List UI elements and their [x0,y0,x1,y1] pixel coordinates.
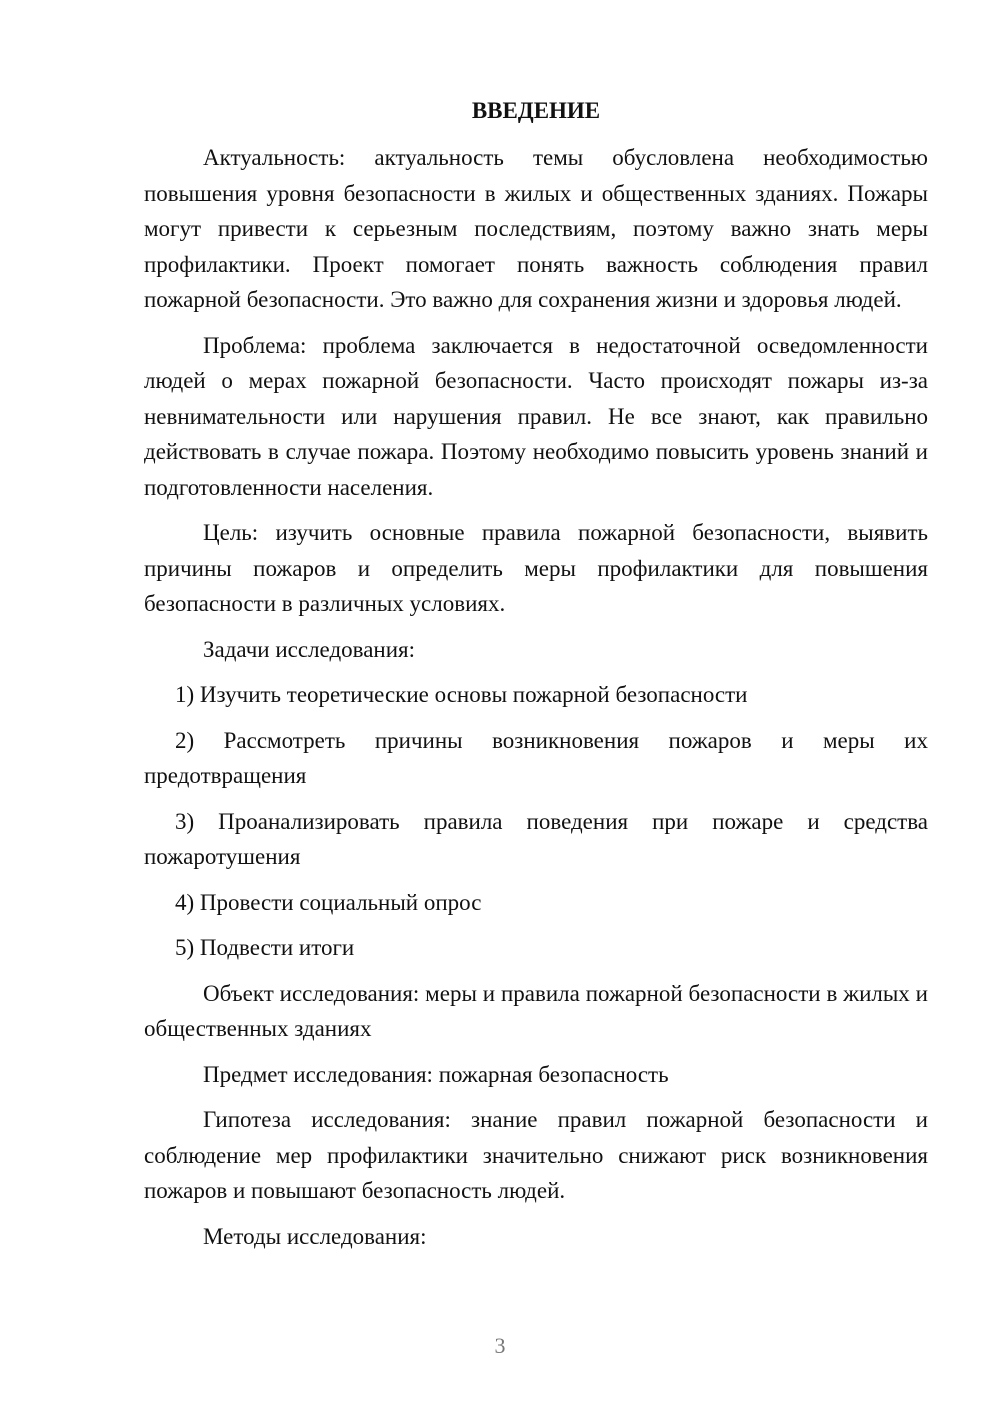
task-item-4: 4) Провести социальный опрос [175,889,482,915]
paragraph-methods: Методы исследования: [203,1223,427,1249]
paragraph-object: Объект исследования: меры и правила пожарной безопасности в жилых и общественных зданиях [144,980,928,1041]
page-number: 3 [494,1333,506,1358]
paragraph-subject: Предмет исследования: пожарная безопасность [203,1061,669,1087]
paragraph-tasks-heading: Задачи исследования: [203,636,416,662]
task-item-3: 3) Проанализировать правила поведения при пожаре и средства пожаротушения [144,808,928,869]
task-item-1: 1) Изучить теоретические основы пожарной безопасности [175,682,748,707]
paragraph-problem: Проблема: проблема заключается в недостаточной осведомленности людей о мерах пожарной безопасности. Часто происходят пожары из-за невнимательности или нарушения правил. Не все знают, как правильно действовать в случае пожара. Поэтому необходимо повысить уровень знаний и подготовленности населения. [144,332,928,500]
task-item-2: 2) Рассмотреть причины возникновения пожаров и меры их предотвращения [144,727,928,788]
paragraph-relevance: Актуальность: актуальность темы обусловлена необходимостью повышения уровня безопасности в жилых и общественных зданиях. Пожары могут привести к серьезным последствиям, поэтому важно знать меры профилактики. Проект помогает понять важность соблюдения правил пожарной безопасности. Это важно для сохранения жизни и здоровья людей. [144,145,928,312]
document-page [144,93,928,1264]
task-item-5: 5) Подвести итоги [175,935,355,960]
paragraph-goal: Цель: изучить основные правила пожарной безопасности, выявить причины пожаров и определить меры профилактики для повышения безопасности в различных условиях. [144,520,928,616]
section-title: ВВЕДЕНИЕ [471,98,601,123]
paragraph-hypothesis: Гипотеза исследования: знание правил пожарной безопасности и соблюдение мер профилактики значительно снижают риск возникновения пожаров и повышают безопасность людей. [144,1107,928,1203]
